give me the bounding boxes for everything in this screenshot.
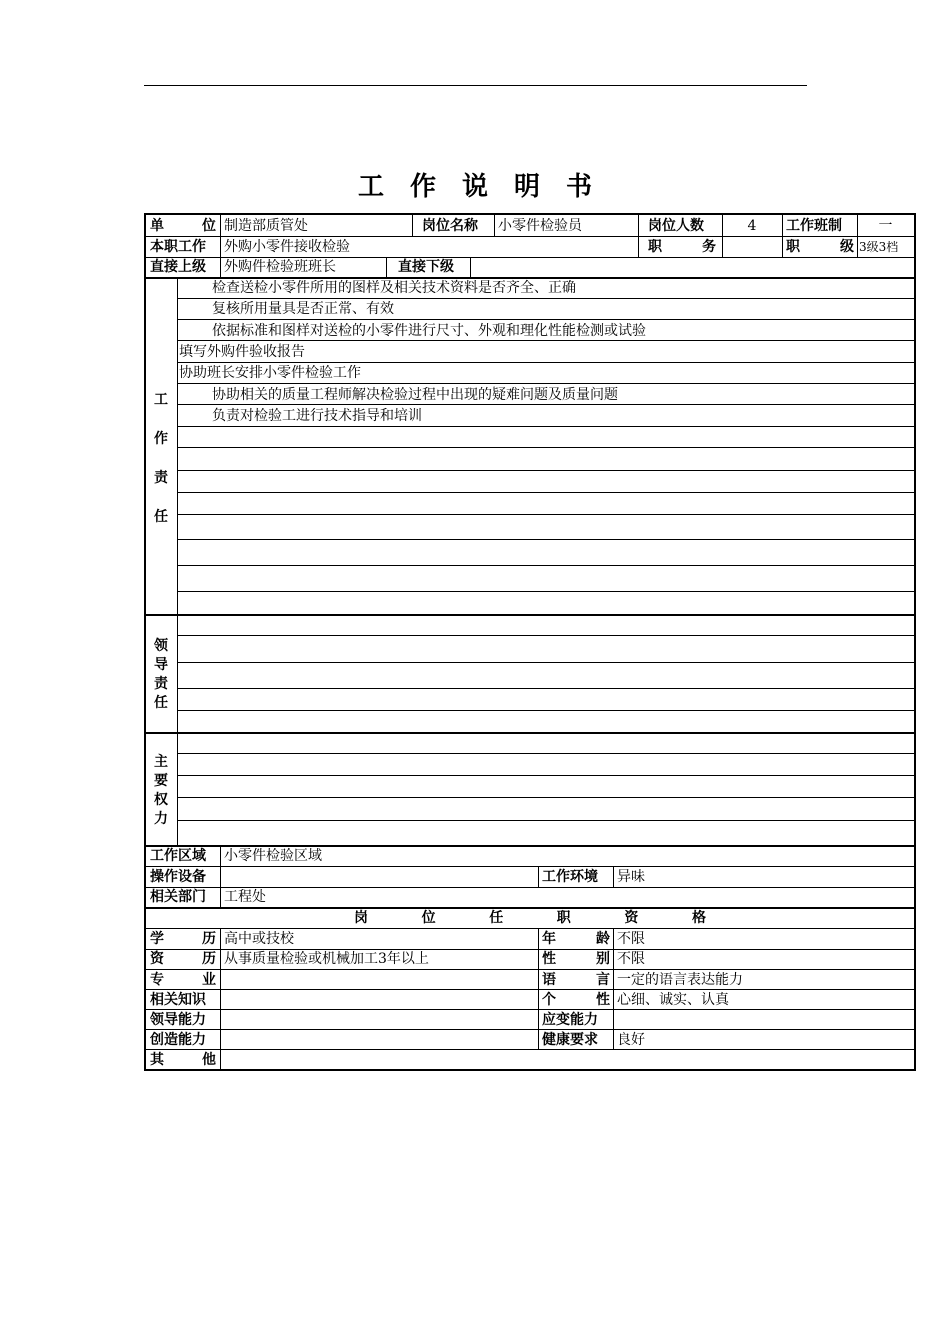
unit-label: 单 位	[150, 218, 216, 234]
post-name-value: 小零件检验员	[498, 218, 582, 234]
header-rule	[144, 85, 807, 86]
rank-label: 职 级	[786, 239, 854, 255]
shift-label: 工作班制	[786, 218, 842, 234]
authority-label: 主 要 权 力	[154, 754, 168, 827]
post-name-label: 岗位名称	[422, 218, 478, 234]
list-item: 复核所用量具是否正常、有效	[212, 301, 394, 317]
post-count-value: 4	[747, 218, 757, 234]
qualification-label: 性 别	[542, 951, 610, 967]
qualification-label: 领导能力	[150, 1012, 206, 1028]
shift-value: 一	[878, 218, 893, 234]
main-work-value: 外购小零件接收检验	[224, 239, 350, 255]
qualification-label: 相关知识	[150, 992, 206, 1008]
other-label: 其 他	[150, 1052, 216, 1068]
post-count-label: 岗位人数	[648, 218, 704, 234]
qualification-value: 不限	[617, 951, 645, 967]
related-dept-label: 相关部门	[150, 889, 206, 905]
qualifications-header: 岗 位 任 职 资 格	[354, 910, 706, 926]
rank-value: 3级3档	[859, 240, 899, 254]
list-item: 填写外购件验收报告	[179, 344, 305, 360]
qualification-label: 语 言	[542, 972, 610, 988]
list-item: 依据标准和图样对送检的小零件进行尺寸、外观和理化性能检测或试验	[212, 323, 646, 339]
work-area-label: 工作区域	[150, 848, 206, 864]
equipment-label: 操作设备	[150, 869, 206, 885]
qualification-value: 一定的语言表达能力	[617, 972, 743, 988]
qualification-value: 良好	[617, 1032, 645, 1048]
qualification-label: 健康要求	[542, 1032, 598, 1048]
qualification-label: 学 历	[150, 931, 216, 947]
responsibilities-label: 工 作 责 任	[154, 392, 168, 525]
qualification-label: 年 龄	[542, 931, 610, 947]
work-env-label: 工作环境	[542, 869, 598, 885]
qualification-label: 资 历	[150, 951, 216, 967]
qualification-label: 个 性	[542, 992, 610, 1008]
related-dept-value: 工程处	[224, 889, 266, 905]
list-item: 协助班长安排小零件检验工作	[179, 365, 361, 381]
work-env-value: 异味	[617, 869, 645, 885]
unit-value: 制造部质管处	[224, 218, 308, 234]
qualification-value: 从事质量检验或机械加工3年以上	[224, 951, 429, 967]
list-item: 检查送检小零件所用的图样及相关技术资料是否齐全、正确	[212, 280, 576, 296]
superior-label: 直接上级	[150, 259, 206, 275]
qualification-value: 心细、诚实、认真	[617, 992, 729, 1008]
duty-label: 职 务	[648, 239, 716, 255]
list-item: 负责对检验工进行技术指导和培训	[212, 408, 422, 424]
work-area-value: 小零件检验区域	[224, 848, 322, 864]
qualification-value: 不限	[617, 931, 645, 947]
list-item: 协助相关的质量工程师解决检验过程中出现的疑难问题及质量问题	[212, 387, 618, 403]
job-description-table	[144, 213, 916, 1071]
main-work-label: 本职工作	[150, 239, 206, 255]
superior-value: 外购件检验班班长	[224, 259, 336, 275]
qualification-value: 高中或技校	[224, 931, 294, 947]
qualification-label: 专 业	[150, 972, 216, 988]
qualification-label: 创造能力	[150, 1032, 206, 1048]
subordinate-label: 直接下级	[398, 259, 454, 275]
document-title: 工作说明书	[357, 172, 618, 202]
qualification-label: 应变能力	[542, 1012, 598, 1028]
leadership-label: 领 导 责 任	[154, 638, 168, 711]
